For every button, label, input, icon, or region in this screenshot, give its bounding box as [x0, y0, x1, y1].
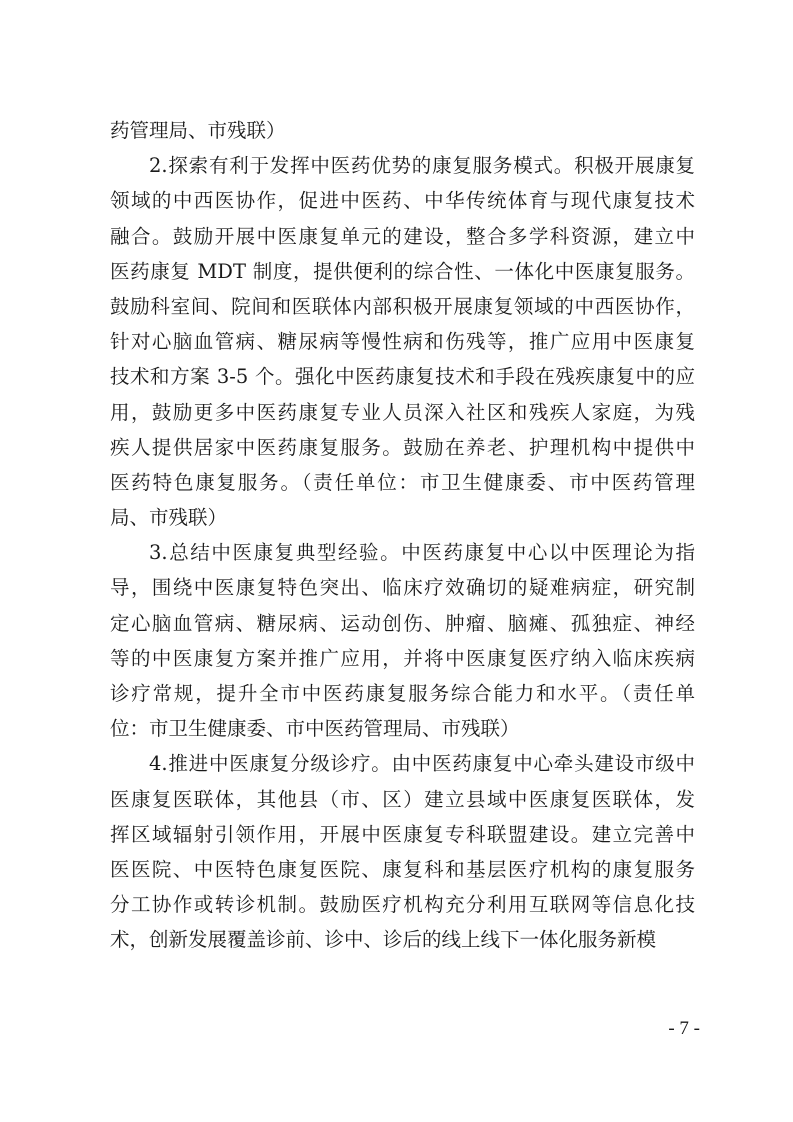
text-line: 分工协作或转诊机制。鼓励医疗机构充分利用互联网等信息化技 — [110, 893, 695, 917]
text-line: 挥区域辐射引领作用，开展中医康复专科联盟建设。建立完善中 — [110, 822, 695, 846]
text-line: 医医院、中医特色康复医院、康复科和基层医疗机构的康复服务 — [110, 857, 695, 881]
text-line: 导，围绕中医康复特色突出、临床疗效确切的疑难病症，研究制 — [110, 576, 695, 600]
text-line: 领域的中西医协作，促进中医药、中华传统体育与现代康复技术 — [110, 189, 695, 213]
text-line: 位：市卫生健康委、市中医药管理局、市残联） — [110, 717, 520, 741]
text-line: 术，创新发展覆盖诊前、诊中、诊后的线上线下一体化服务新模 — [110, 928, 657, 952]
text-line: 诊疗常规，提升全市中医药康复服务综合能力和水平。（责任单 — [110, 682, 695, 705]
text-line: 针对心脑血管病、糖尿病等慢性病和伤残等，推广应用中医康复 — [110, 330, 695, 354]
text-line: 医康复医联体，其他县（市、区）建立县域中医康复医联体，发 — [110, 787, 695, 811]
body-text — [110, 113, 695, 958]
text-line: 药管理局、市残联） — [110, 119, 286, 142]
text-line: 融合。鼓励开展中医康复单元的建设，整合多学科资源，建立中 — [110, 224, 695, 248]
text-line: 4.推进中医康复分级诊疗。由中医药康复中心牵头建设市级中 — [149, 752, 695, 776]
text-line: 用，鼓励更多中医药康复专业人员深入社区和残疾人家庭，为残 — [110, 400, 695, 424]
paragraph — [110, 535, 695, 746]
page-number: - 7 - — [668, 1018, 700, 1039]
paragraph — [110, 148, 695, 535]
text-line: 2.探索有利于发挥中医药优势的康复服务模式。积极开展康复 — [149, 154, 695, 178]
paragraph — [110, 746, 695, 957]
text-line: 医药康复 MDT 制度，提供便利的综合性、一体化中医康复服务。 — [110, 259, 695, 283]
text-line: 局、市残联） — [110, 506, 228, 530]
text-line: 医药特色康复服务。（责任单位：市卫生健康委、市中医药管理 — [110, 470, 695, 494]
text-line: 定心脑血管病、糖尿病、运动创伤、肿瘤、脑瘫、孤独症、神经 — [110, 611, 695, 635]
text-line: 鼓励科室间、院间和医联体内部积极开展康复领域的中西医协作， — [110, 294, 695, 318]
text-line: 疾人提供居家中医药康复服务。鼓励在养老、护理机构中提供中 — [110, 435, 695, 459]
paragraph — [110, 113, 695, 148]
text-line: 技术和方案 3-5 个。强化中医药康复技术和手段在残疾康复中的应 — [110, 365, 695, 389]
text-line: 等的中医康复方案并推广应用，并将中医康复医疗纳入临床疾病 — [110, 646, 695, 670]
text-line: 3.总结中医康复典型经验。中医药康复中心以中医理论为指 — [149, 541, 695, 565]
